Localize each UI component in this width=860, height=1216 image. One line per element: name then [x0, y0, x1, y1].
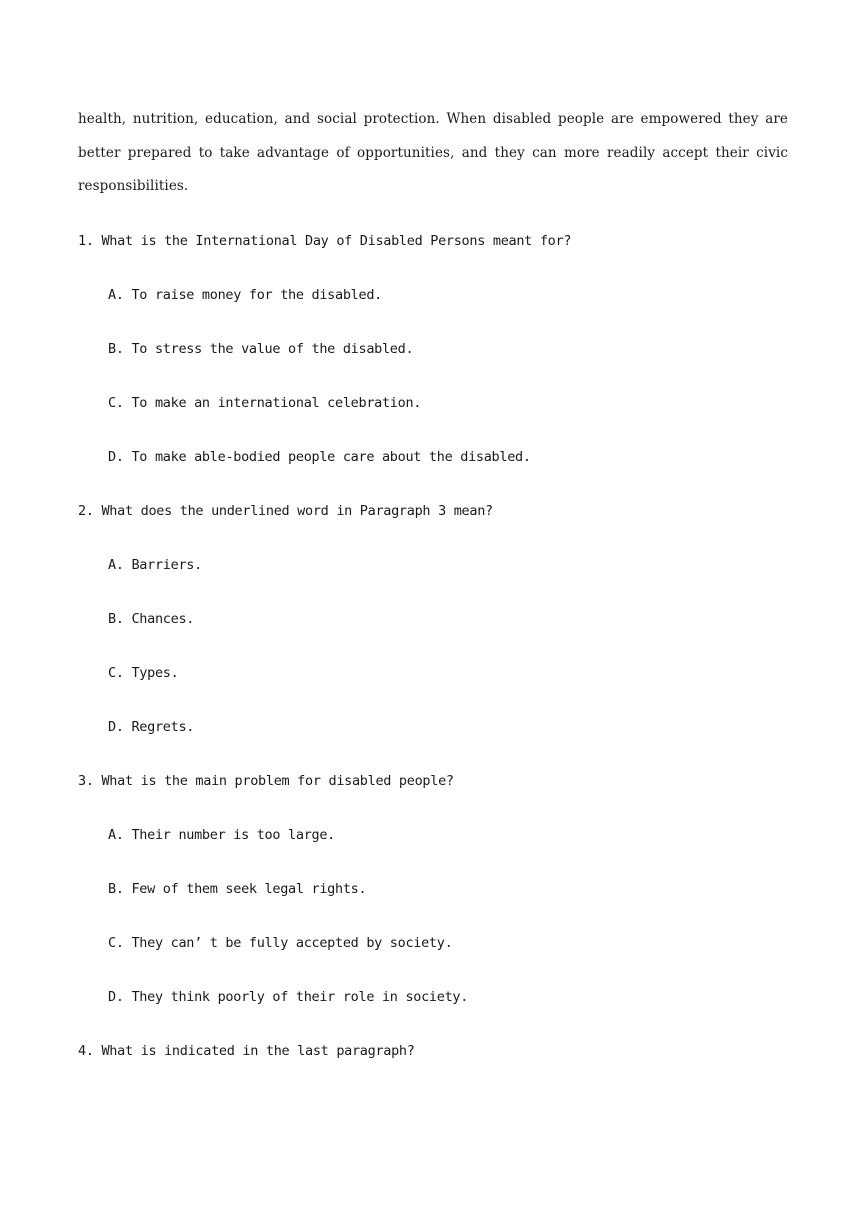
question-1-option-a: A. To raise money for the disabled.	[108, 287, 382, 303]
question-1-option-c: C. To make an international celebration.	[108, 395, 422, 411]
question-3-option-a: A. Their number is too large.	[108, 827, 336, 843]
question-2-option-d: D. Regrets.	[108, 719, 195, 735]
question-2-option-a: A. Barriers.	[108, 557, 202, 573]
question-3-option-d: D. They think poorly of their role in society.	[108, 989, 469, 1005]
question-3-stem: 3. What is the main problem for disabled people?	[78, 773, 454, 789]
question-2-option-b: B. Chances.	[108, 611, 195, 627]
question-1-stem: 1. What is the International Day of Disabled Persons meant for?	[78, 233, 572, 249]
question-3-option-b: B. Few of them seek legal rights.	[108, 881, 367, 897]
passage-paragraph: health, nutrition, education, and social protection. When disabled people are empowered they are better prepared to take advantage of opportunities, and they can more readily accept their civic responsibilities.	[78, 111, 788, 194]
question-1-option-b: B. To stress the value of the disabled.	[108, 341, 414, 357]
question-2-option-c: C. Types.	[108, 665, 179, 681]
question-1-option-d: D. To make able-bodied people care about the disabled.	[108, 449, 531, 465]
question-2-stem: 2. What does the underlined word in Paragraph 3 mean?	[78, 503, 493, 519]
question-4-stem: 4. What is indicated in the last paragraph?	[78, 1043, 415, 1059]
question-3-option-c: C. They can’ t be fully accepted by society.	[108, 935, 453, 951]
